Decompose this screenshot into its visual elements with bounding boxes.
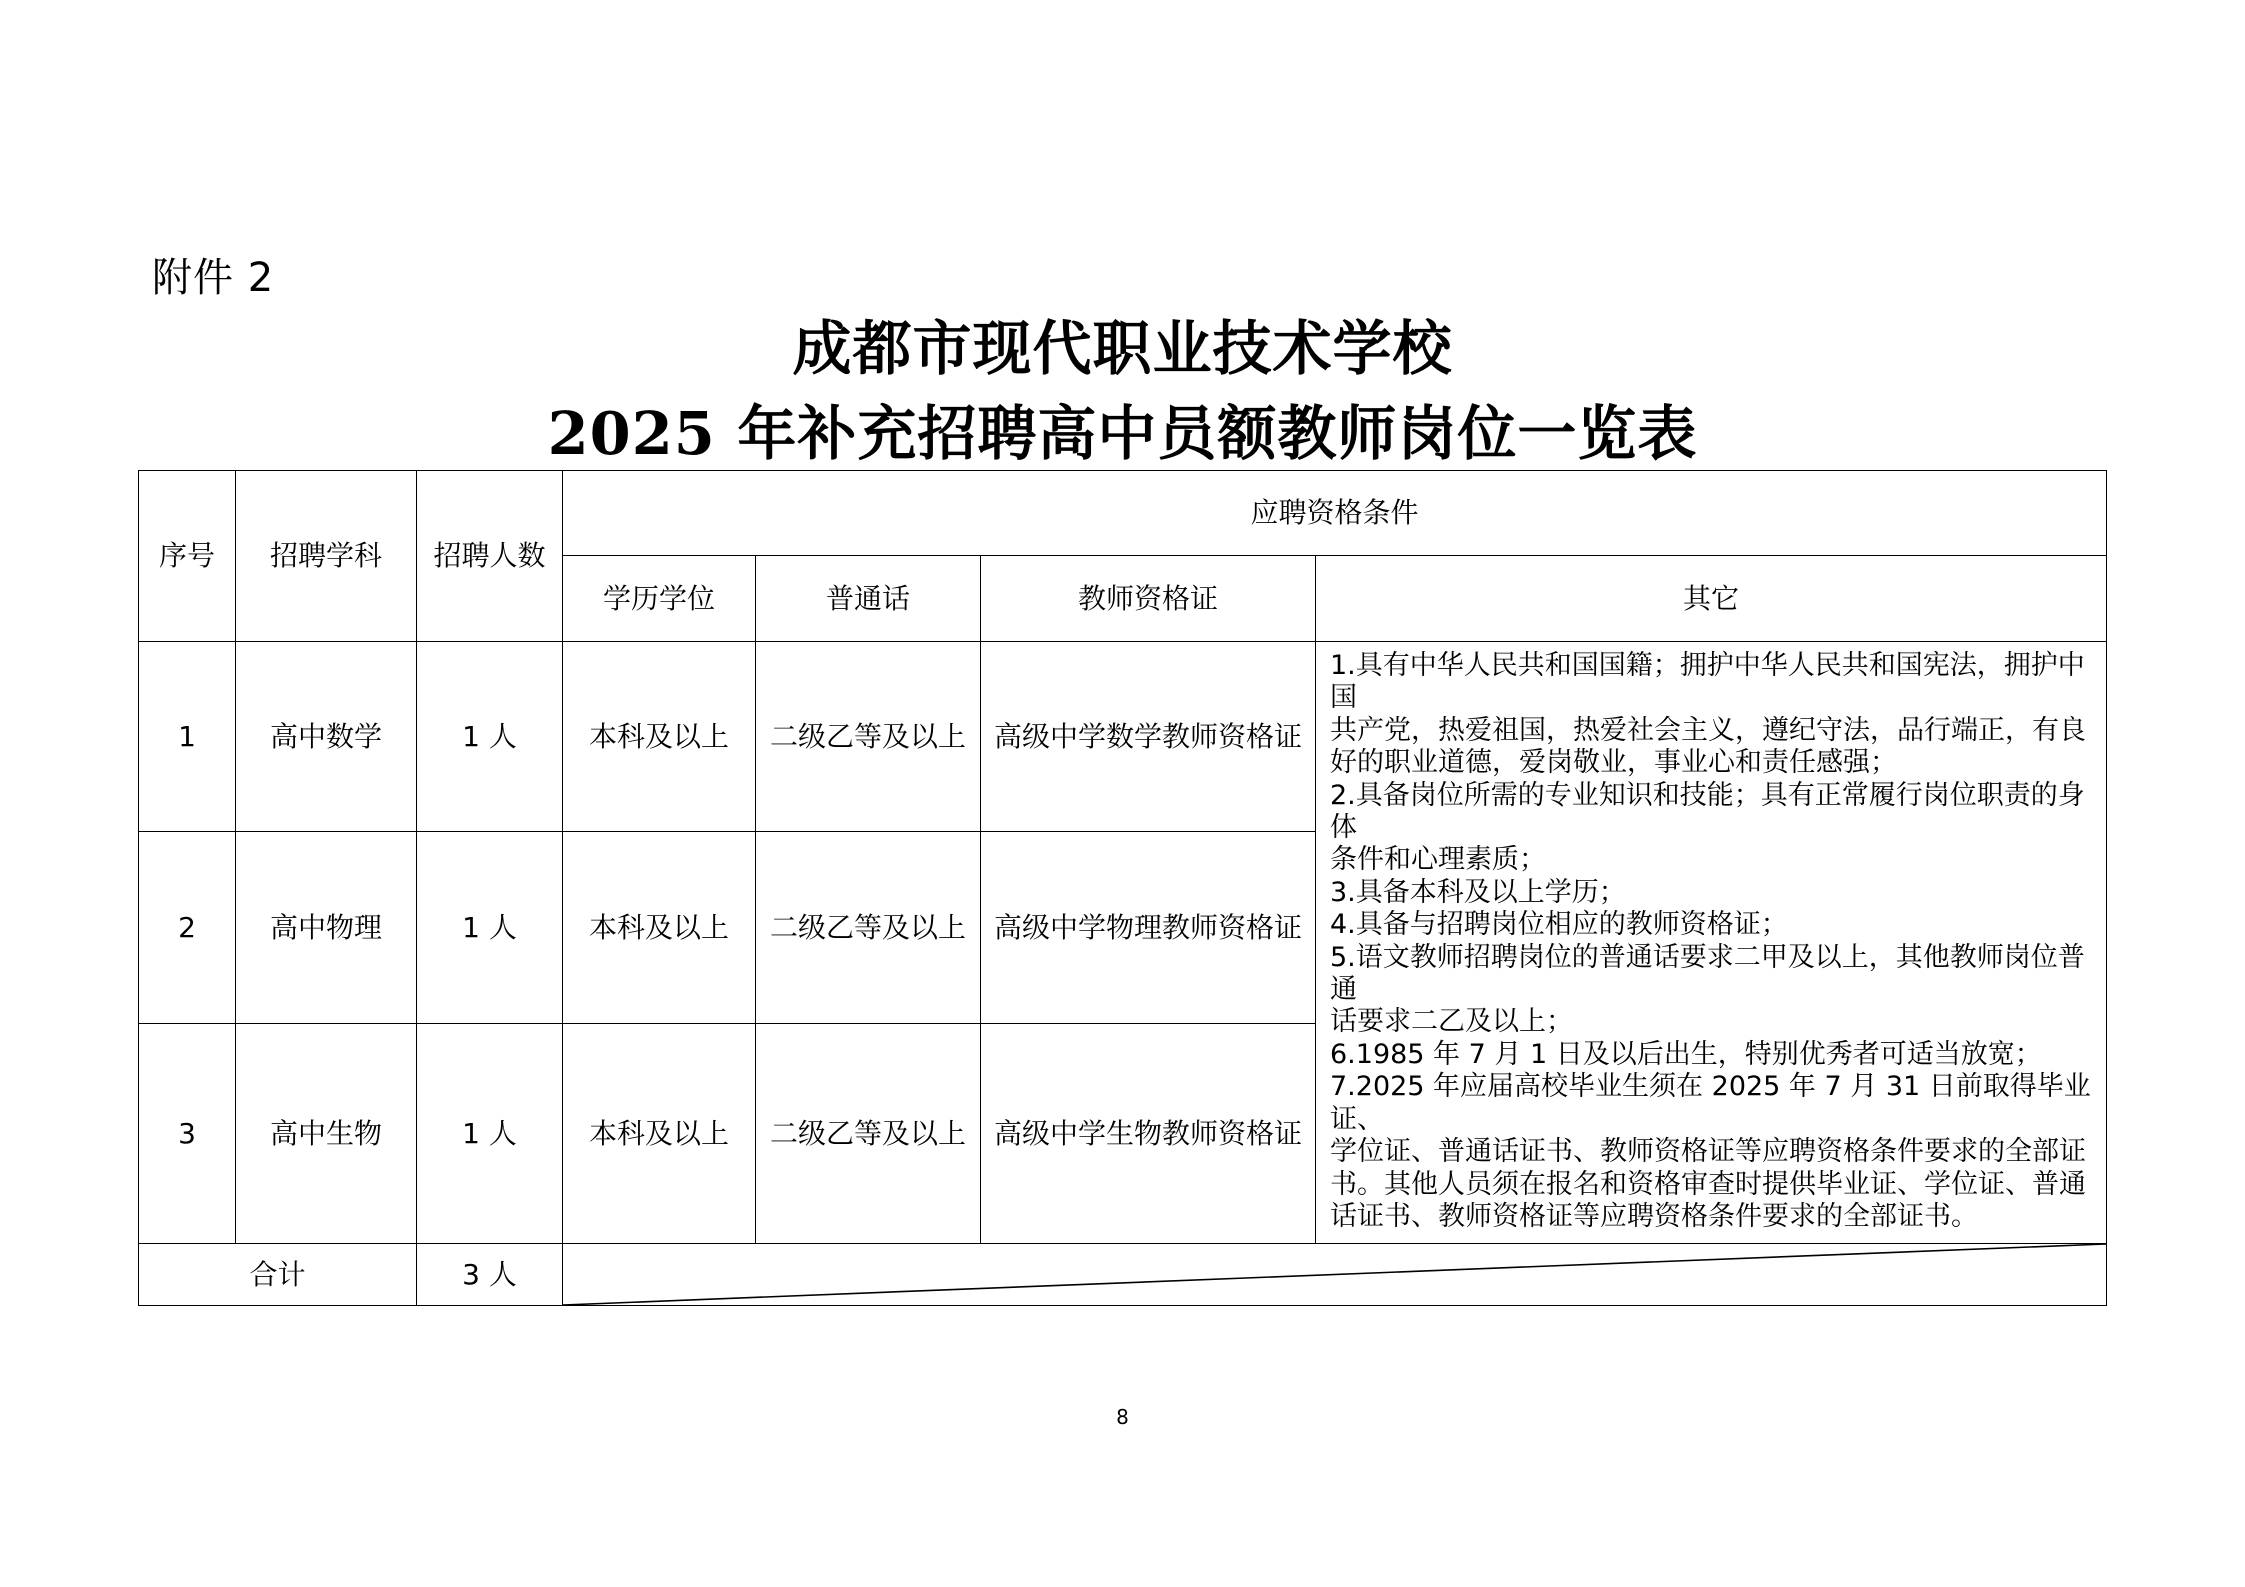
diagonal-strike-line (563, 1244, 2106, 1305)
row-certificate: 高级中学数学教师资格证 (981, 642, 1316, 832)
header-subject: 招聘学科 (236, 471, 417, 642)
row-education: 本科及以上 (563, 642, 756, 832)
header-mandarin: 普通话 (756, 556, 981, 642)
row-education: 本科及以上 (563, 832, 756, 1024)
row-subject: 高中生物 (236, 1024, 417, 1244)
row-count: 1 人 (417, 832, 563, 1024)
table-row (139, 642, 2107, 832)
total-label: 合计 (139, 1244, 417, 1306)
total-count: 3 人 (417, 1244, 563, 1306)
document-title-line-1: 成都市现代职业技术学校 (792, 314, 1453, 383)
total-row (139, 1244, 2107, 1306)
row-seq: 2 (139, 832, 236, 1024)
other-requirement-line: 7.2025 年应届高校毕业生须在 2025 年 7 月 31 日前取得毕业证、 (1330, 1071, 2091, 1135)
other-requirement-line: 书。其他人员须在报名和资格审查时提供毕业证、学位证、普通 (1330, 1168, 2086, 1200)
row-seq: 3 (139, 1024, 236, 1244)
row-count: 1 人 (417, 642, 563, 832)
row-mandarin: 二级乙等及以上 (756, 832, 981, 1024)
other-requirement-line: 5.语文教师招聘岗位的普通话要求二甲及以上，其他教师岗位普通 (1330, 941, 2085, 1006)
row-subject: 高中物理 (236, 832, 417, 1024)
other-requirement-line: 6.1985 年 7 月 1 日及以后出生，特别优秀者可适当放宽； (1330, 1038, 2042, 1070)
document-title-line-2: 2025 年补充招聘高中员额教师岗位一览表 (547, 399, 1698, 468)
row-seq: 1 (139, 642, 236, 832)
other-requirement-line: 2.具备岗位所需的专业知识和技能；具有正常履行岗位职责的身体 (1330, 779, 2085, 844)
header-certificate: 教师资格证 (981, 556, 1316, 642)
other-requirement-line: 3.具备本科及以上学历； (1330, 876, 1626, 908)
total-empty-cell (563, 1244, 2107, 1306)
recruitment-table (138, 470, 2107, 1306)
row-certificate: 高级中学生物教师资格证 (981, 1024, 1316, 1244)
header-row-1 (139, 471, 2107, 556)
other-requirement-line: 4.具备与招聘岗位相应的教师资格证； (1330, 909, 1788, 941)
header-education: 学历学位 (563, 556, 756, 642)
header-qualification-group: 应聘资格条件 (563, 471, 2107, 556)
other-requirements-cell (1316, 642, 2107, 1244)
other-requirement-line: 学位证、普通话证书、教师资格证等应聘资格条件要求的全部证 (1330, 1136, 2086, 1168)
other-requirement-line: 共产党，热爱祖国，热爱社会主义，遵纪守法，品行端正，有良 (1330, 714, 2086, 746)
row-count: 1 人 (417, 1024, 563, 1244)
row-education: 本科及以上 (563, 1024, 756, 1244)
other-requirement-line: 好的职业道德，爱岗敬业，事业心和责任感强； (1330, 747, 1897, 779)
row-mandarin: 二级乙等及以上 (756, 642, 981, 832)
header-count: 招聘人数 (417, 471, 563, 642)
row-mandarin: 二级乙等及以上 (756, 1024, 981, 1244)
header-seq: 序号 (139, 471, 236, 642)
row-subject: 高中数学 (236, 642, 417, 832)
other-requirement-line: 条件和心理素质； (1330, 844, 1546, 876)
header-other: 其它 (1316, 556, 2107, 642)
other-requirement-line: 话证书、教师资格证等应聘资格条件要求的全部证书。 (1330, 1200, 1978, 1232)
other-requirement-line: 话要求二乙及以上； (1330, 1006, 1573, 1038)
other-requirement-line: 1.具有中华人民共和国国籍；拥护中华人民共和国宪法，拥护中国 (1330, 650, 2085, 714)
attachment-label: 附件 2 (152, 255, 275, 301)
row-certificate: 高级中学物理教师资格证 (981, 832, 1316, 1024)
page-number: 8 (1116, 1405, 1129, 1429)
